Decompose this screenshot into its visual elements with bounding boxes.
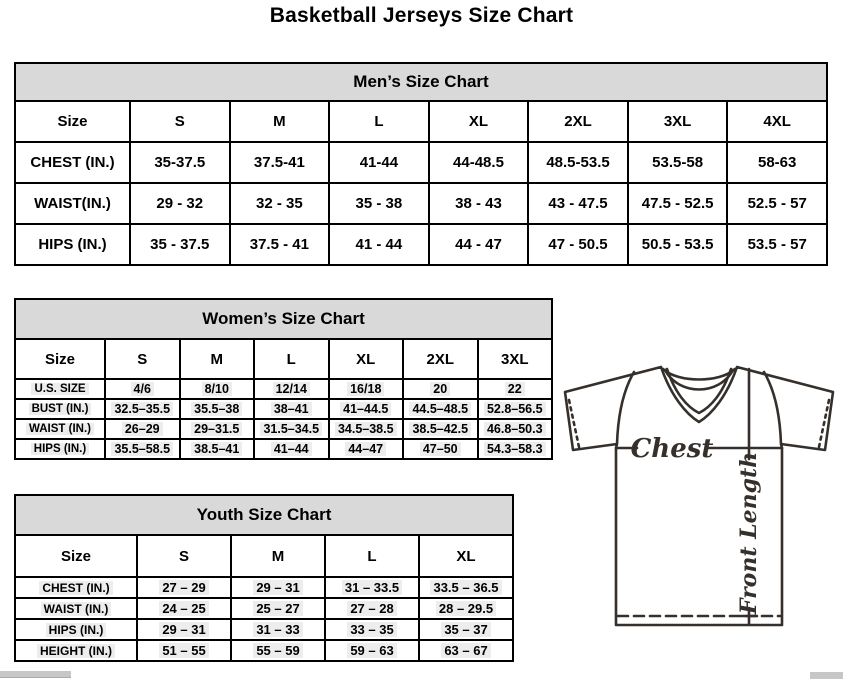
column-header: Size: [15, 101, 130, 142]
column-header: XL: [419, 535, 513, 577]
table-cell: [329, 439, 404, 459]
table-cell-text: 51 – 55: [159, 643, 208, 658]
table-cell: 38 - 43: [429, 183, 529, 224]
column-header: S: [105, 339, 180, 379]
row-label-text: BUST (IN.): [29, 403, 92, 415]
table-cell: 53.5 - 57: [727, 224, 827, 265]
table-cell: [137, 577, 231, 598]
front-length-label: Front Length: [736, 451, 762, 615]
table-cell: 58-63: [727, 142, 827, 183]
column-header: S: [130, 101, 230, 142]
mens-table-grid: [14, 62, 828, 266]
table-cell: [403, 419, 478, 439]
chest-label: Chest: [630, 434, 714, 464]
table-cell: [419, 577, 513, 598]
table-cell: [137, 598, 231, 619]
womens-size-table: [14, 298, 553, 460]
table-cell-text: 31.5–34.5: [260, 422, 322, 436]
table-cell-text: 35 – 37: [441, 622, 490, 637]
page-title: Basketball Jerseys Size Chart: [269, 4, 574, 27]
table-cell: [231, 598, 325, 619]
table-cell-text: 63 – 67: [441, 643, 490, 658]
table-cell: [478, 379, 553, 399]
row-label: [15, 619, 137, 640]
table-cell: [478, 439, 553, 459]
table-cell: 53.5-58: [628, 142, 728, 183]
row-label-text: U.S. SIZE: [31, 383, 88, 395]
table-row: [15, 439, 552, 459]
row-label: [15, 577, 137, 598]
table-cell-text: 38.5–41: [191, 442, 242, 456]
table-cell: [105, 379, 180, 399]
table-row: [15, 142, 827, 183]
table-cell-text: 29 – 31: [159, 622, 208, 637]
table-cell-text: 54.3–58.3: [484, 442, 546, 456]
column-header: M: [180, 339, 255, 379]
table-cell: 44-48.5: [429, 142, 529, 183]
jersey-outline: [565, 367, 833, 625]
table-cell: 52.5 - 57: [727, 183, 827, 224]
table-cell: [325, 640, 419, 661]
row-label: [15, 439, 105, 459]
column-header: 2XL: [528, 101, 628, 142]
row-label-text: HIPS (IN.): [31, 443, 89, 455]
table-cell-text: 52.8–56.5: [484, 402, 546, 416]
table-cell: [478, 399, 553, 419]
table-cell-text: 33.5 – 36.5: [430, 580, 501, 595]
table-row: [15, 577, 513, 598]
row-label: [15, 399, 105, 419]
table-row: [15, 598, 513, 619]
table-cell-text: 35.5–58.5: [111, 442, 173, 456]
table-cell-text: 38.5–42.5: [409, 422, 471, 436]
table-cell: [254, 439, 329, 459]
table-cell-text: 33 – 35: [347, 622, 396, 637]
row-label-text: WAIST (IN.): [41, 602, 112, 616]
column-header: L: [254, 339, 329, 379]
youth-section-title: Youth Size Chart: [15, 495, 513, 535]
table-cell-text: 46.8–50.3: [484, 422, 546, 436]
table-cell-text: 34.5–38.5: [335, 422, 397, 436]
table-cell: [254, 399, 329, 419]
jersey-measurement-diagram: [556, 356, 840, 672]
table-cell: [105, 419, 180, 439]
table-cell: 32 - 35: [230, 183, 330, 224]
column-header: M: [231, 535, 325, 577]
table-cell: [403, 379, 478, 399]
table-cell-text: 47–50: [420, 442, 461, 456]
column-header: XL: [329, 339, 404, 379]
row-label-text: CHEST (IN.): [39, 581, 112, 595]
table-cell: [180, 399, 255, 419]
table-cell: [254, 419, 329, 439]
table-row: [15, 640, 513, 661]
table-cell-text: 55 – 59: [253, 643, 302, 658]
table-cell-text: 20: [430, 382, 450, 396]
table-cell-text: 31 – 33.5: [342, 580, 402, 595]
table-cell: [325, 577, 419, 598]
table-cell-text: 25 – 27: [253, 601, 302, 616]
youth-table-grid: [14, 494, 514, 662]
table-cell: 48.5-53.5: [528, 142, 628, 183]
row-label: [15, 640, 137, 661]
row-label: WAIST(IN.): [15, 183, 130, 224]
table-cell-text: 22: [505, 382, 525, 396]
table-cell: 35-37.5: [130, 142, 230, 183]
table-cell: 47 - 50.5: [528, 224, 628, 265]
table-cell-text: 4/6: [131, 382, 154, 396]
column-header: L: [325, 535, 419, 577]
table-cell: [137, 619, 231, 640]
column-header: L: [329, 101, 429, 142]
table-cell: [329, 379, 404, 399]
table-cell-text: 26–29: [122, 422, 163, 436]
table-cell-text: 27 – 28: [347, 601, 396, 616]
table-cell: [478, 419, 553, 439]
column-header: S: [137, 535, 231, 577]
column-header: 3XL: [478, 339, 553, 379]
column-header: Size: [15, 535, 137, 577]
table-cell-text: 31 – 33: [253, 622, 302, 637]
table-cell: 35 - 37.5: [130, 224, 230, 265]
table-cell-text: 29 – 31: [253, 580, 302, 595]
womens-section-title: Women’s Size Chart: [15, 299, 552, 339]
table-row: [15, 419, 552, 439]
column-header: XL: [429, 101, 529, 142]
table-cell-text: 38–41: [271, 402, 312, 416]
column-header: 4XL: [727, 101, 827, 142]
column-header: 3XL: [628, 101, 728, 142]
table-cell: 37.5-41: [230, 142, 330, 183]
table-cell: 50.5 - 53.5: [628, 224, 728, 265]
table-cell: [419, 619, 513, 640]
table-row: [15, 224, 827, 265]
row-label-text: HEIGHT (IN.): [37, 644, 115, 658]
column-header: 2XL: [403, 339, 478, 379]
table-cell-text: 41–44.5: [340, 402, 391, 416]
table-cell: [231, 577, 325, 598]
row-label: [15, 598, 137, 619]
table-cell: [403, 439, 478, 459]
row-label-text: HIPS (IN.): [46, 623, 107, 637]
table-cell-text: 41–44: [271, 442, 312, 456]
table-cell: [329, 399, 404, 419]
table-cell: [325, 598, 419, 619]
column-header: Size: [15, 339, 105, 379]
horizontal-scrollbar-thumb-right[interactable]: [810, 672, 843, 679]
table-cell: [105, 399, 180, 419]
table-cell-text: 8/10: [202, 382, 232, 396]
womens-table-grid: [14, 298, 553, 460]
table-cell: [180, 439, 255, 459]
table-cell: [419, 598, 513, 619]
table-cell: [180, 419, 255, 439]
table-cell-text: 27 – 29: [159, 580, 208, 595]
row-label-text: WAIST (IN.): [26, 423, 94, 435]
table-cell: 43 - 47.5: [528, 183, 628, 224]
table-row: [15, 399, 552, 419]
right-sleeve-seam: [764, 372, 781, 444]
table-cell: 29 - 32: [130, 183, 230, 224]
table-cell-text: 29–31.5: [191, 422, 242, 436]
table-cell-text: 16/18: [347, 382, 384, 396]
row-label: HIPS (IN.): [15, 224, 130, 265]
table-cell: 47.5 - 52.5: [628, 183, 728, 224]
table-cell-text: 59 – 63: [347, 643, 396, 658]
table-cell: 41 - 44: [329, 224, 429, 265]
table-cell-text: 35.5–38: [191, 402, 242, 416]
table-cell: 35 - 38: [329, 183, 429, 224]
row-label: CHEST (IN.): [15, 142, 130, 183]
table-cell: 37.5 - 41: [230, 224, 330, 265]
table-cell-text: 28 – 29.5: [436, 601, 496, 616]
row-label: [15, 379, 105, 399]
table-cell: [254, 379, 329, 399]
table-cell-text: 12/14: [273, 382, 310, 396]
table-cell: [180, 379, 255, 399]
table-cell: [403, 399, 478, 419]
mens-size-table: [14, 62, 828, 266]
table-cell: [325, 619, 419, 640]
horizontal-scrollbar-thumb-left[interactable]: [0, 671, 71, 678]
collar-back-arc: [663, 369, 735, 380]
table-cell: [231, 640, 325, 661]
table-cell: [329, 419, 404, 439]
row-label: [15, 419, 105, 439]
youth-size-table: [14, 494, 514, 662]
table-cell-text: 24 – 25: [159, 601, 208, 616]
table-cell: [105, 439, 180, 459]
table-cell-text: 32.5–35.5: [111, 402, 173, 416]
table-row: [15, 619, 513, 640]
table-row: [15, 379, 552, 399]
table-cell: [231, 619, 325, 640]
table-cell-text: 44.5–48.5: [409, 402, 471, 416]
table-cell: 41-44: [329, 142, 429, 183]
table-row: [15, 183, 827, 224]
table-cell: [137, 640, 231, 661]
mens-section-title: Men’s Size Chart: [15, 63, 827, 101]
table-cell: 44 - 47: [429, 224, 529, 265]
table-cell-text: 44–47: [345, 442, 386, 456]
column-header: M: [230, 101, 330, 142]
table-cell: [419, 640, 513, 661]
